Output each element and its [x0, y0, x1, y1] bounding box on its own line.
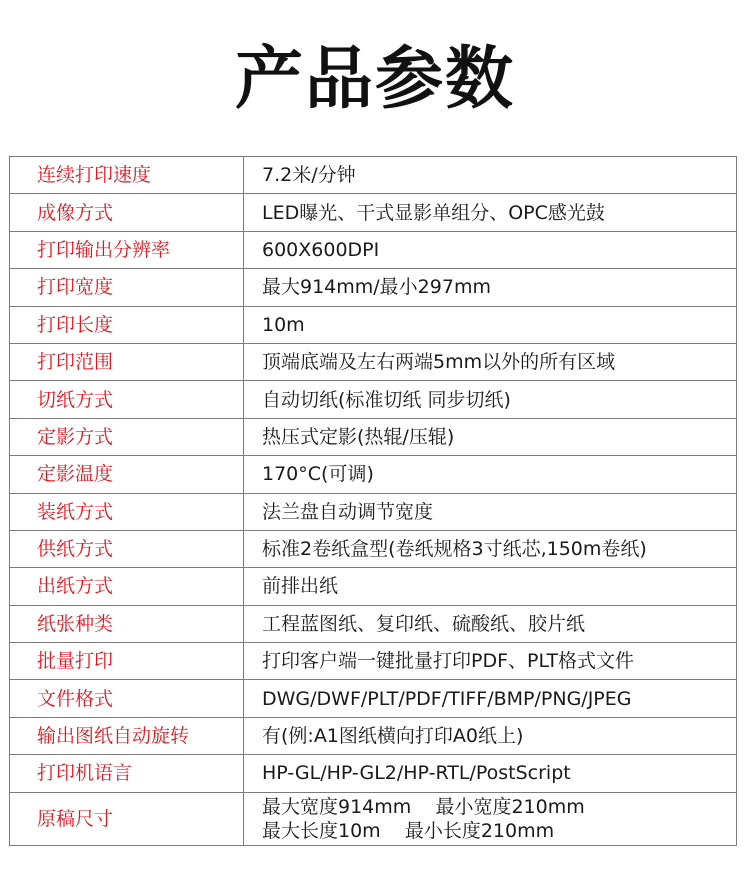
spec-label: 打印输出分辨率 — [10, 231, 244, 268]
table-row-original-size — [10, 792, 737, 845]
spec-value: HP-GL/HP-GL2/HP-RTL/PostScript — [244, 755, 737, 792]
page-title: 产品参数 — [234, 40, 515, 119]
spec-value: 600X600DPI — [244, 231, 737, 268]
spec-value — [244, 792, 737, 845]
spec-value: 有(例:A1图纸横向打印A0纸上) — [244, 717, 737, 754]
table-row — [10, 755, 737, 792]
table-row — [10, 306, 737, 343]
spec-label: 批量打印 — [10, 643, 244, 680]
spec-value: LED曝光、干式显影单组分、OPC感光鼓 — [244, 194, 737, 231]
spec-value: 顶端底端及左右两端5mm以外的所有区域 — [244, 343, 737, 380]
spec-label: 原稿尺寸 — [10, 792, 244, 845]
spec-value: 热压式定影(热辊/压辊) — [244, 418, 737, 455]
spec-value: DWG/DWF/PLT/PDF/TIFF/BMP/PNG/JPEG — [244, 680, 737, 717]
table-row — [10, 456, 737, 493]
spec-table — [9, 156, 737, 846]
spec-value: 前排出纸 — [244, 568, 737, 605]
spec-value: 法兰盘自动调节宽度 — [244, 493, 737, 530]
table-row — [10, 717, 737, 754]
table-row — [10, 418, 737, 455]
spec-label: 连续打印速度 — [10, 157, 244, 194]
spec-label: 供纸方式 — [10, 530, 244, 567]
spec-label: 文件格式 — [10, 680, 244, 717]
spec-value: 7.2米/分钟 — [244, 157, 737, 194]
spec-value: 自动切纸(标准切纸 同步切纸) — [244, 381, 737, 418]
spec-label: 装纸方式 — [10, 493, 244, 530]
spec-value: 10m — [244, 306, 737, 343]
table-row — [10, 568, 737, 605]
spec-label: 定影温度 — [10, 456, 244, 493]
spec-label: 切纸方式 — [10, 381, 244, 418]
spec-value: 最大914mm/最小297mm — [244, 269, 737, 306]
spec-label: 纸张种类 — [10, 605, 244, 642]
spec-label: 打印宽度 — [10, 269, 244, 306]
spec-label: 成像方式 — [10, 194, 244, 231]
table-row — [10, 381, 737, 418]
table-row — [10, 231, 737, 268]
spec-value: 170°C(可调) — [244, 456, 737, 493]
spec-label: 打印长度 — [10, 306, 244, 343]
table-row — [10, 493, 737, 530]
table-row — [10, 157, 737, 194]
table-row — [10, 680, 737, 717]
table-row — [10, 605, 737, 642]
spec-value: 标准2卷纸盒型(卷纸规格3寸纸芯,150m卷纸) — [244, 530, 737, 567]
table-row — [10, 530, 737, 567]
table-row — [10, 643, 737, 680]
spec-label: 出纸方式 — [10, 568, 244, 605]
spec-value-line: 最大宽度914mm 最小宽度210mm — [262, 795, 585, 818]
spec-label: 输出图纸自动旋转 — [10, 717, 244, 754]
spec-label: 打印范围 — [10, 343, 244, 380]
spec-label: 打印机语言 — [10, 755, 244, 792]
spec-value: 打印客户端一键批量打印PDF、PLT格式文件 — [244, 643, 737, 680]
spec-label: 定影方式 — [10, 418, 244, 455]
spec-value: 工程蓝图纸、复印纸、硫酸纸、胶片纸 — [244, 605, 737, 642]
table-row — [10, 343, 737, 380]
table-row — [10, 269, 737, 306]
table-row — [10, 194, 737, 231]
spec-value-line: 最大长度10m 最小长度210mm — [262, 819, 555, 842]
